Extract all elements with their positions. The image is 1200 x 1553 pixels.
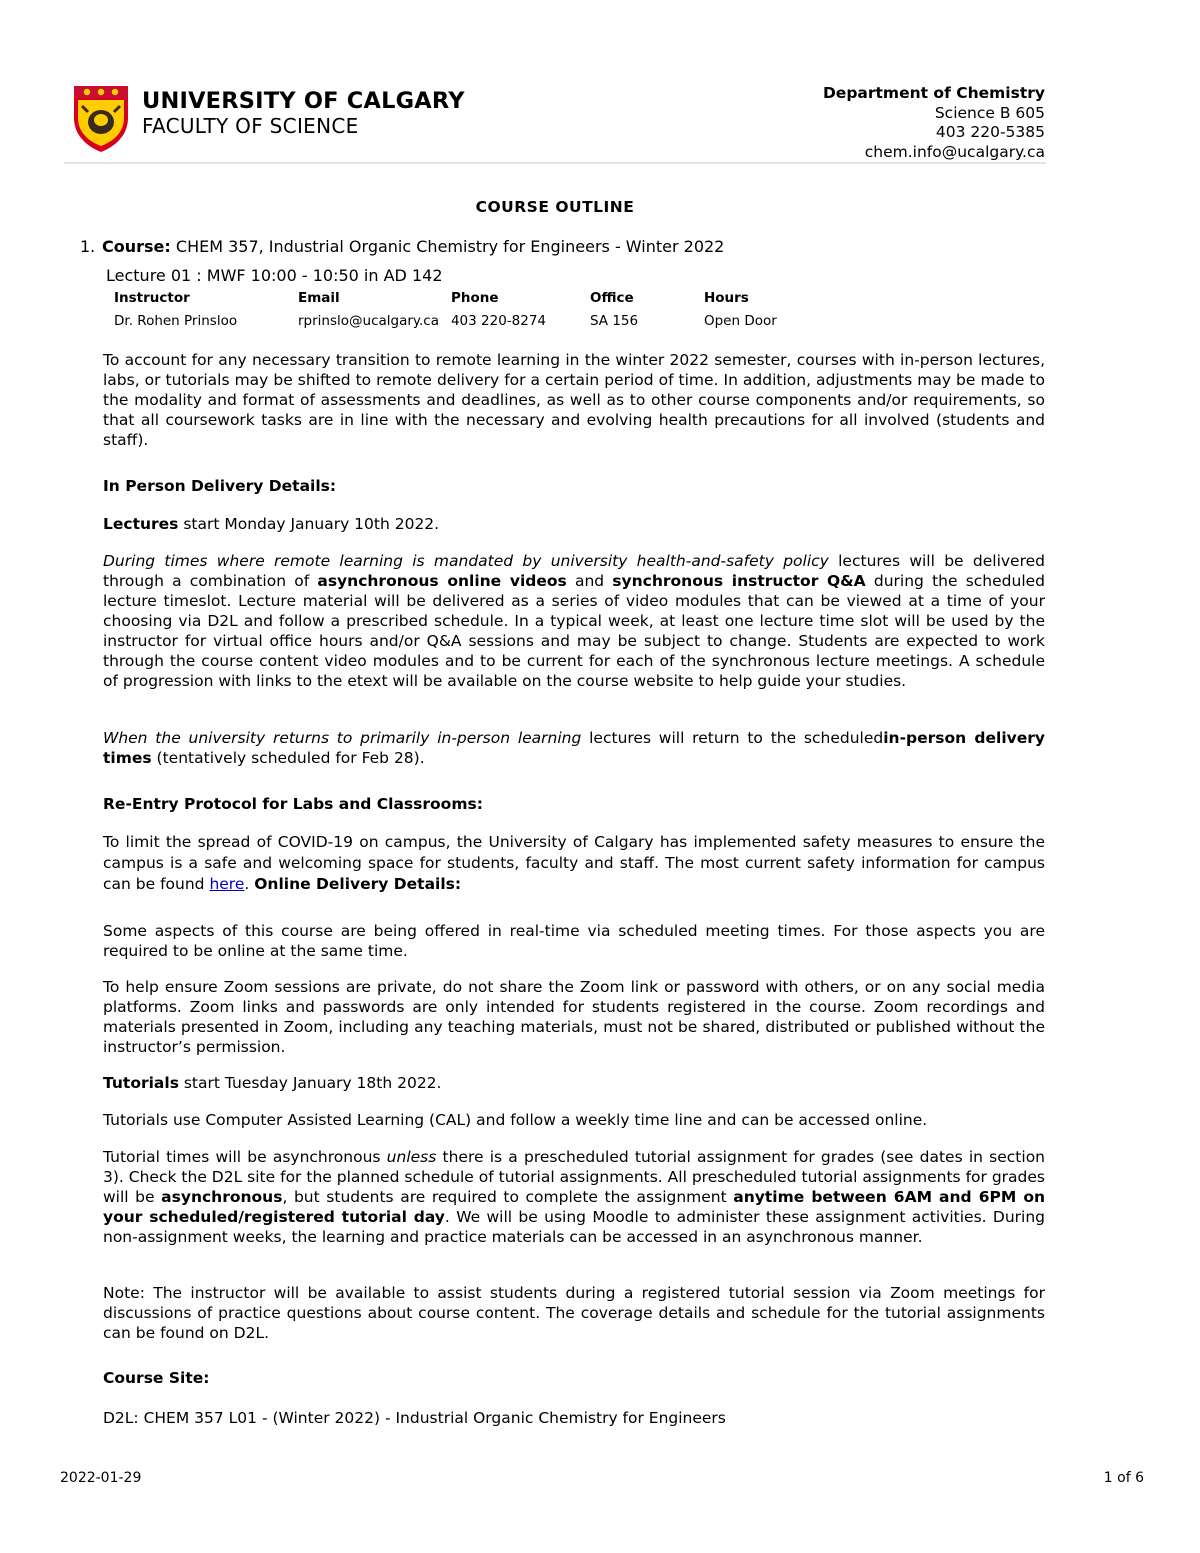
return-text-a: lectures will return to the scheduled (581, 729, 884, 747)
in-person-heading: In Person Delivery Details: (103, 477, 337, 495)
instructor-phone: 403 220-8274 (450, 313, 547, 329)
course-site-text: D2L: CHEM 357 L01 - (Winter 2022) - Industrial Organic Chemistry for Engineers (103, 1409, 726, 1427)
tutorials-start-paragraph (103, 1073, 1045, 1093)
instructor-table (108, 290, 783, 331)
tutorial-times-paragraph (103, 1147, 1045, 1247)
instructor-table-header (108, 290, 783, 311)
col-header-office: Office (589, 290, 634, 306)
department-phone: 403 220-5385 (935, 123, 1045, 141)
col-header-instructor: Instructor (114, 290, 190, 306)
instructor-name: Dr. Rohen Prinsloo (114, 313, 238, 329)
reentry-paragraph (103, 832, 1045, 895)
remote-bold-1: asynchronous online videos (317, 572, 567, 590)
course-line (80, 237, 724, 256)
tutorial-text-b: there is a prescheduled tutorial assignment for grades (see dates in section 3). Check the D2L site for the planned schedule of tutorial assignments. All prescheduled tutorial assignments for grades will be (103, 1148, 1046, 1206)
intro-paragraph: To account for any necessary transition to remote learning in the winter 2022 semester, courses with in-person lectures, labs, or tutorials may be shifted to remote delivery for a certain period of time. In addition, adjustments may be made to the modality and format of assessments and deadlines, as well as to other course components and/or requirements, so that all coursework tasks are in line with the necessary and evolving health precautions for all involved (students and staff). (103, 351, 1045, 449)
remote-bold-2: synchronous instructor Q&A (612, 572, 866, 590)
department-name: Department of Chemistry (822, 84, 1045, 102)
course-site-heading: Course Site: (103, 1369, 210, 1387)
tutorials-label: Tutorials (103, 1074, 179, 1092)
instructor-hours: Open Door (703, 313, 777, 329)
col-header-phone: Phone (450, 290, 499, 306)
department-email[interactable]: chem.info@ucalgary.ca (864, 142, 1045, 161)
university-name: UNIVERSITY OF CALGARY (142, 88, 465, 114)
instructor-note-paragraph: Note: The instructor will be available to assist students during a registered tutorial session via Zoom meetings for discussions of practice questions about course content. The coverage details and schedule for the tutorial assignments can be found on D2L. (103, 1284, 1045, 1342)
safety-info-link[interactable]: here (209, 875, 245, 893)
lecture-schedule: Lecture 01 : MWF 10:00 - 10:50 in AD 142 (106, 266, 443, 285)
lectures-label: Lectures (103, 515, 179, 533)
footer-page-number: 1 of 6 (1103, 1470, 1144, 1486)
instructor-email[interactable]: rprinslo@ucalgary.ca (298, 313, 439, 329)
tutorials-start-text: start Tuesday January 18th 2022. (178, 1074, 442, 1092)
tutorial-text-d: . We will be using Moodle to administer these assignment activities. During non-assignment weeks, the learning and practice materials can be accessed in an asynchronous manner. (103, 1208, 1046, 1246)
lectures-start-text: start Monday January 10th 2022. (178, 515, 440, 533)
university-crest-logo (72, 84, 130, 154)
zoom-privacy-paragraph: To help ensure Zoom sessions are private, do not share the Zoom link or password with others, or on any social media platforms. Zoom links and passwords are only intended for students registered in the course. Zoom recordings and materials presented in Zoom, including any teaching materials, must not be shared, distributed or published without the instructor’s permission. (103, 978, 1045, 1056)
header-divider (64, 162, 1046, 164)
return-paragraph (103, 728, 1045, 768)
tutorials-cal-paragraph: Tutorials use Computer Assisted Learning (CAL) and follow a weekly time line and can be accessed online. (103, 1111, 928, 1129)
footer-date: 2022-01-29 (60, 1470, 142, 1486)
reentry-text-a: To limit the spread of COVID-19 on campus, the University of Calgary has implemented safety measures to ensure the campus is a safe and welcoming space for students, faculty and staff. The most current safety information for campus can be found (103, 833, 1045, 893)
col-header-email: Email (298, 290, 340, 306)
tutorial-text-c: , but students are required to complete the assignment (282, 1188, 734, 1206)
tutorial-italic: unless (386, 1148, 437, 1166)
col-header-hours: Hours (703, 290, 749, 306)
reentry-text-b: . (244, 875, 255, 893)
department-building: Science B 605 (934, 103, 1045, 122)
remote-learning-paragraph (103, 551, 1045, 691)
return-italic: When the university returns to primarily in-person learning (103, 729, 582, 747)
remote-text-d: during the scheduled lecture timeslot. Lecture material will be delivered as a series of video modules that can be viewed at a time of your choosing via D2L and follow a prescribed schedule. In a typical week, at least one lecture time slot will be used by the instructor for virtual office hours and/or Q&A sessions and may be subject to change. Students are expected to work through the course content video modules and to be current for each of the synchronous lecture meetings. A schedule of progression with links to the etext will be available on the course website to help guide your studies. (103, 572, 1046, 690)
online-paragraph-1: Some aspects of this course are being offered in real-time via scheduled meeting times. For those aspects you are required to be online at the same time. (103, 922, 1045, 960)
course-text: CHEM 357, Industrial Organic Chemistry for Engineers - Winter 2022 (175, 237, 725, 256)
tutorial-bold-1: asynchronous (161, 1188, 283, 1206)
return-bold: in-person delivery times (103, 729, 1046, 767)
course-label: Course: (102, 237, 171, 256)
instructor-office: SA 156 (589, 313, 639, 329)
remote-text-a: lectures will be delivered through a combination of (103, 552, 1045, 590)
table-row (108, 311, 783, 331)
lectures-start-paragraph (103, 514, 1045, 534)
remote-text-c: and (566, 572, 613, 590)
tutorial-text-a: Tutorial times will be asynchronous (103, 1148, 387, 1166)
return-text-b: (tentatively scheduled for Feb 28). (151, 749, 425, 767)
faculty-name: FACULTY OF SCIENCE (142, 114, 359, 138)
reentry-heading: Re-Entry Protocol for Labs and Classrooms: (103, 795, 483, 813)
department-contact (823, 84, 1045, 162)
remote-italic: During times where remote learning is mandated by university health-and-safety policy (103, 552, 829, 570)
online-delivery-heading: Online Delivery Details: (254, 875, 462, 893)
section-number: 1. (80, 237, 96, 256)
page-title: COURSE OUTLINE (475, 198, 635, 216)
tutorial-bold-2: anytime between 6AM and 6PM on your scheduled/registered tutorial day (103, 1188, 1046, 1226)
